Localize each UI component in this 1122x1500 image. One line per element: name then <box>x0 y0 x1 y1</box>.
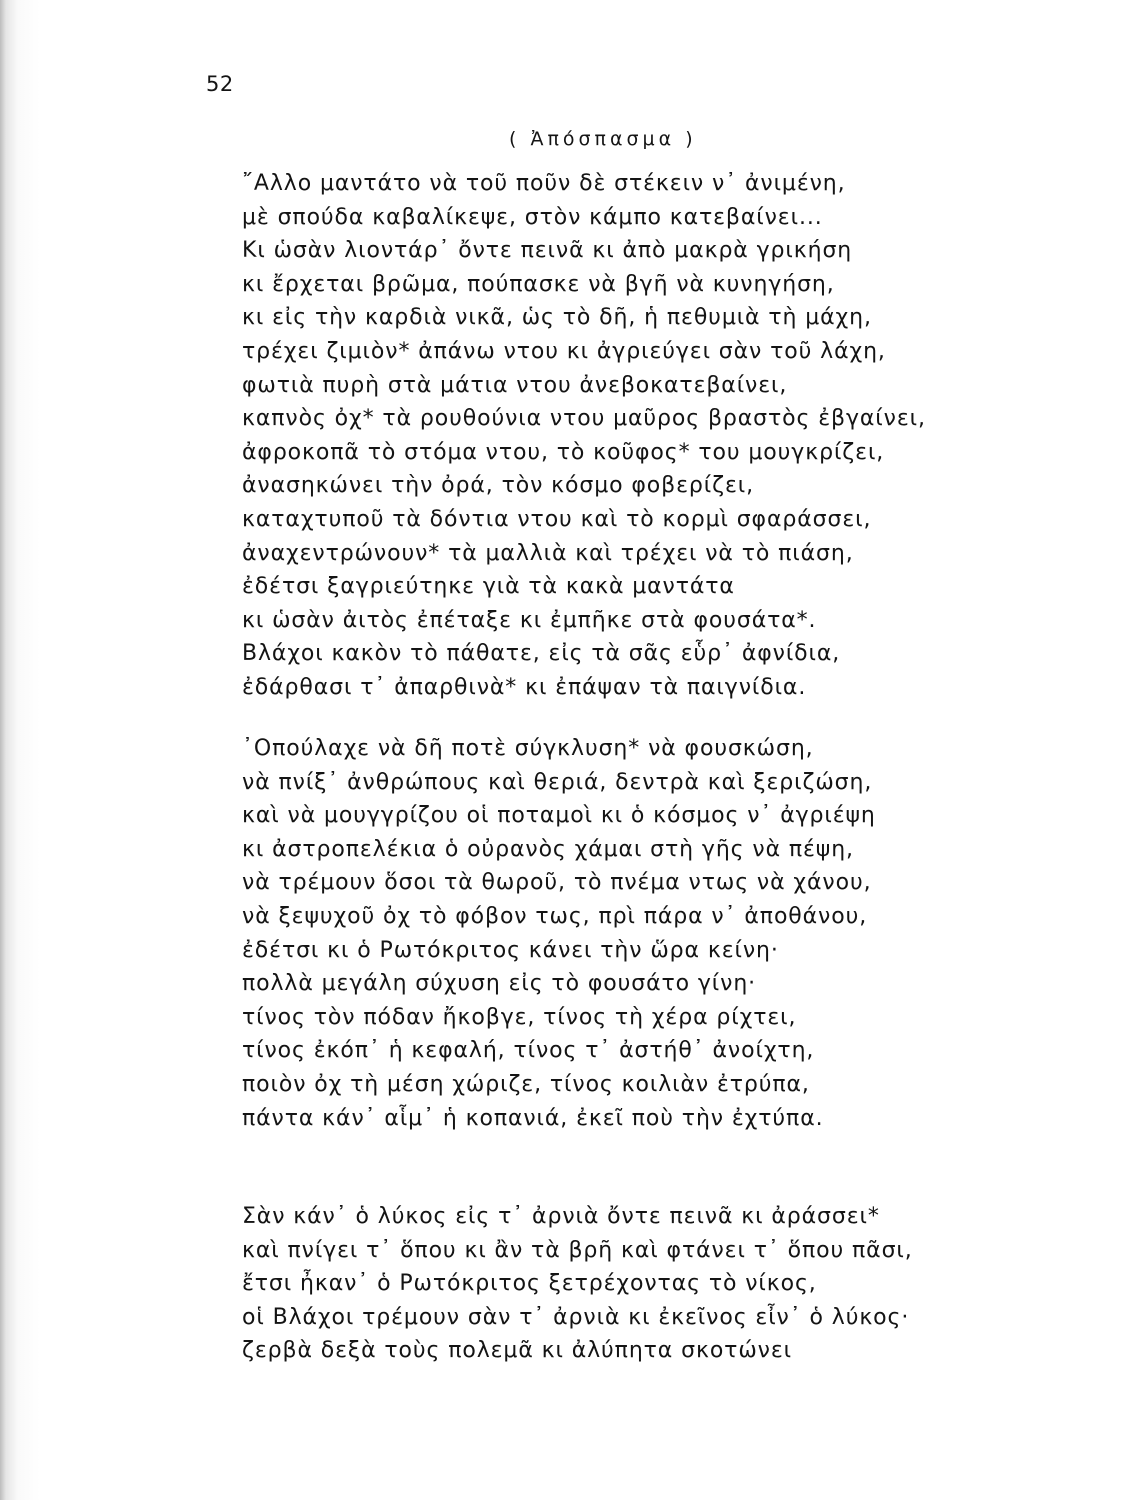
stanza <box>242 732 876 1135</box>
verse-line: νὰ τρέμουν ὅσοι τὰ θωροῦ, τὸ πνέμα ντως νὰ χάνου, <box>242 870 872 896</box>
verse-line: ἐδέτσι ξαγριεύτηκε γιὰ τὰ κακὰ μαντάτα <box>242 574 735 600</box>
section-heading: ( Ἀπόσπασμα ) <box>509 128 697 150</box>
verse-line: Σὰν κάν᾿ ὁ λύκος εἰς τ᾿ ἀρνιὰ ὄντε πεινᾶ κι ἀράσσει* <box>242 1204 880 1229</box>
verse-line: νὰ ξεψυχοῦ ὀχ τὸ φόβον τως, πρὶ πάρα ν᾿ ἀποθάνου, <box>242 903 868 929</box>
verse-line: πολλὰ μεγάλη σύχυση εἰς τὸ φουσάτο γίνη· <box>242 971 757 997</box>
verse-line: τίνος τὸν πόδαν ἤκοβγε, τίνος τὴ χέρα ρίχτει, <box>242 1004 797 1030</box>
stanza <box>242 167 926 705</box>
verse-line: Βλάχοι κακὸν τὸ πάθατε, εἰς τὰ σᾶς εὗρ᾿ ἀφνίδια, <box>242 641 841 667</box>
verse-line: καπνὸς ὀχ* τὰ ρουθούνια ντου μαῦρος βραστὸς ἐβγαίνει, <box>242 406 926 432</box>
verse-line: ἀναχεντρώνουν* τὰ μαλλιὰ καὶ τρέχει νὰ τὸ πιάση, <box>242 540 854 566</box>
page-number: 52 <box>206 72 234 96</box>
stanza <box>242 1200 913 1368</box>
verse-line: κι ἀστροπελέκια ὁ οὐρανὸς χάμαι στὴ γῆς νὰ πέψη, <box>242 836 854 862</box>
verse-line: καὶ πνίγει τ᾿ ὅπου κι ἂν τὰ βρῆ καὶ φτάνει τ᾿ ὅπου πᾶσι, <box>242 1237 913 1263</box>
verse-line: καὶ νὰ μουγγρίζου οἱ ποταμοὶ κι ὁ κόσμος ν᾿ ἀγριέψη <box>242 803 876 829</box>
verse-line: οἱ Βλάχοι τρέμουν σὰν τ᾿ ἀρνιὰ κι ἐκεῖνος εἶν᾿ ὁ λύκος· <box>242 1304 910 1330</box>
verse-line: ἐδέτσι κι ὁ Ρωτόκριτος κάνει τὴν ὥρα κείνη· <box>242 937 779 963</box>
verse-line: ἀνασηκώνει τὴν ὀρά, τὸν κόσμο φοβερίζει, <box>242 473 754 499</box>
verse-line: ῎Αλλο μαντάτο νὰ τοῦ ποῦν δὲ στέκειν ν᾿ ἀνιμένη, <box>242 171 846 196</box>
verse-line: κι ἔρχεται βρῶμα, πούπασκε νὰ βγῆ νὰ κυνηγήση, <box>242 271 835 297</box>
verse-line: ᾿Οπούλαχε νὰ δῆ ποτὲ σύγκλυση* νὰ φουσκώση, <box>242 736 814 761</box>
verse-line: νὰ πνίξ᾿ ἀνθρώπους καὶ θεριά, δεντρὰ καὶ ξεριζώση, <box>242 769 873 795</box>
verse-line: μὲ σπούδα καβαλίκεψε, στὸν κάμπο κατεβαίνει... <box>242 204 823 230</box>
verse-line: κι ὡσὰν ἀιτὸς ἐπέταξε κι ἐμπῆκε στὰ φουσάτα*. <box>242 607 817 633</box>
verse-line: κι εἰς τὴν καρδιὰ νικᾶ, ὡς τὸ δῆ, ἡ πεθυμιὰ τὴ μάχη, <box>242 305 872 331</box>
verse-line: ἔτσι ἦκαν᾿ ὁ Ρωτόκριτος ξετρέχοντας τὸ νίκος, <box>242 1271 817 1297</box>
verse-line: φωτιὰ πυρὴ στὰ μάτια ντου ἀνεβοκατεβαίνει, <box>242 372 788 398</box>
verse-line: ἐδάρθασι τ᾿ ἀπαρθινὰ* κι ἐπάψαν τὰ παιγνίδια. <box>242 674 807 700</box>
verse-line: ποιὸν ὀχ τὴ μέση χώριζε, τίνος κοιλιὰν ἐτρύπα, <box>242 1071 810 1097</box>
verse-line: τίνος ἐκόπ᾿ ἡ κεφαλή, τίνος τ᾿ ἀστήθ᾿ ἀνοίχτη, <box>242 1038 815 1064</box>
verse-line: πάντα κάν᾿ αἷμ᾿ ἡ κοπανιά, ἐκεῖ ποὺ τὴν ἐχτύπα. <box>242 1105 824 1131</box>
verse-line: καταχτυποῦ τὰ δόντια ντου καὶ τὸ κορμὶ σφαράσσει, <box>242 506 872 532</box>
verse-line: τρέχει ζιμιὸν* ἀπάνω ντου κι ἀγριεύγει σὰν τοῦ λάχη, <box>242 338 886 364</box>
verse-line: ζερβὰ δεξὰ τοὺς πολεμᾶ κι ἀλύπητα σκοτώνει <box>242 1338 792 1364</box>
verse-line: Κι ὡσὰν λιοντάρ᾿ ὄντε πεινᾶ κι ἀπὸ μακρὰ γρικήση <box>242 238 853 264</box>
verse-line: ἀφροκοπᾶ τὸ στόμα ντου, τὸ κοῦφος* του μουγκρίζει, <box>242 439 885 465</box>
